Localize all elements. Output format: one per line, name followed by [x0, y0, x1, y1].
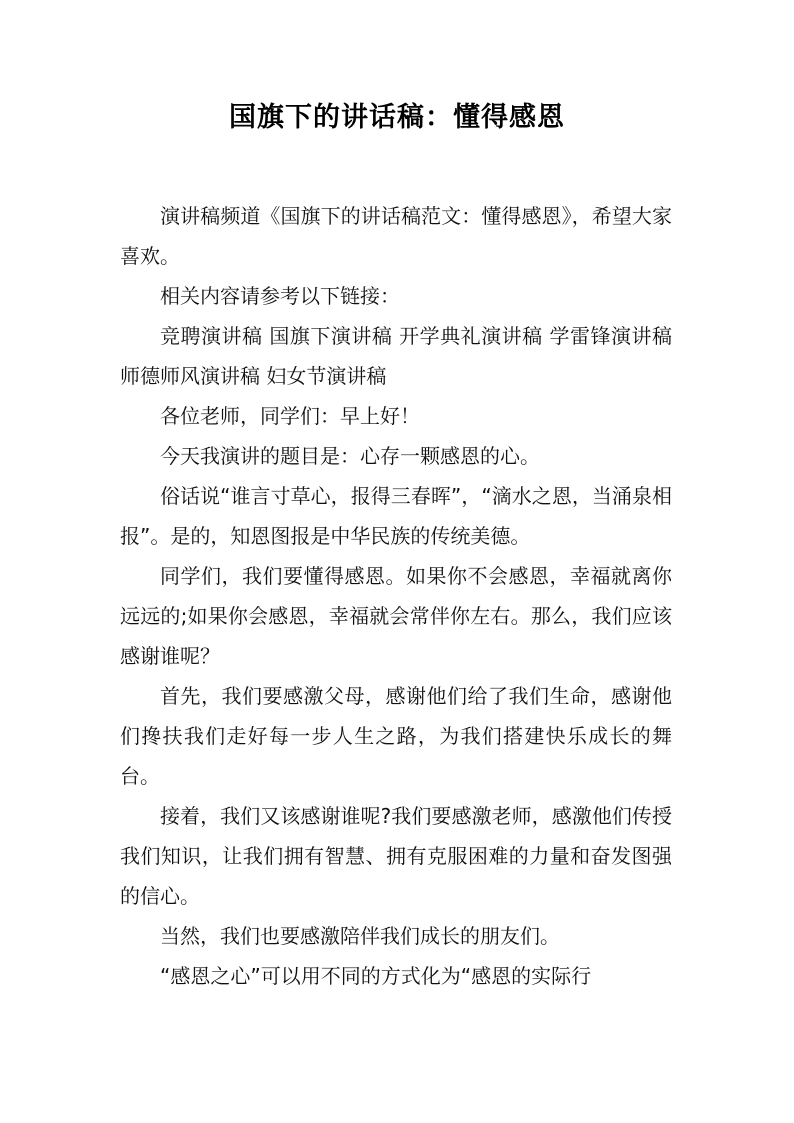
paragraph-proverb: 俗话说“谁言寸草心，报得三春晖”，“滴水之恩，当涌泉相报”。是的，知恩图报是中华民族的传统美德。 [120, 484, 672, 548]
paragraph-gratitude: 同学们，我们要懂得感恩。如果你不会感恩，幸福就离你远远的;如果你会感恩，幸福就会常伴你左右。那么，我们应该感谢谁呢？ [120, 564, 672, 668]
paragraph-intro: 演讲稿频道《国旗下的讲话稿范文：懂得感恩》，希望大家喜欢。 [120, 204, 672, 268]
paragraph-action: “感恩之心”可以用不同的方式化为“感恩的实际行 [160, 964, 592, 988]
document-title: 国旗下的讲话稿：懂得感恩 [229, 102, 565, 133]
paragraph-parents: 首先，我们要感激父母，感谢他们给了我们生命，感谢他们搀扶我们走好每一步人生之路，为我们搭建快乐成长的舞台。 [120, 684, 672, 788]
paragraph-friends: 当然，我们也要感激陪伴我们成长的朋友们。 [160, 924, 560, 948]
document-body [120, 196, 672, 996]
paragraph-topic: 今天我演讲的题目是：心存一颗感恩的心。 [160, 444, 540, 468]
paragraph-teachers: 接着，我们又该感谢谁呢?我们要感激老师，感激他们传授我们知识，让我们拥有智慧、拥有克服困难的力量和奋发图强的信心。 [120, 804, 672, 908]
paragraph-related-links-label: 相关内容请参考以下链接： [160, 284, 400, 308]
paragraph-related-links: 竞聘演讲稿 国旗下演讲稿 开学典礼演讲稿 学雷锋演讲稿 师德师风演讲稿 妇女节演讲稿 [120, 324, 672, 388]
paragraph-greeting: 各位老师，同学们：早上好！ [160, 404, 420, 428]
